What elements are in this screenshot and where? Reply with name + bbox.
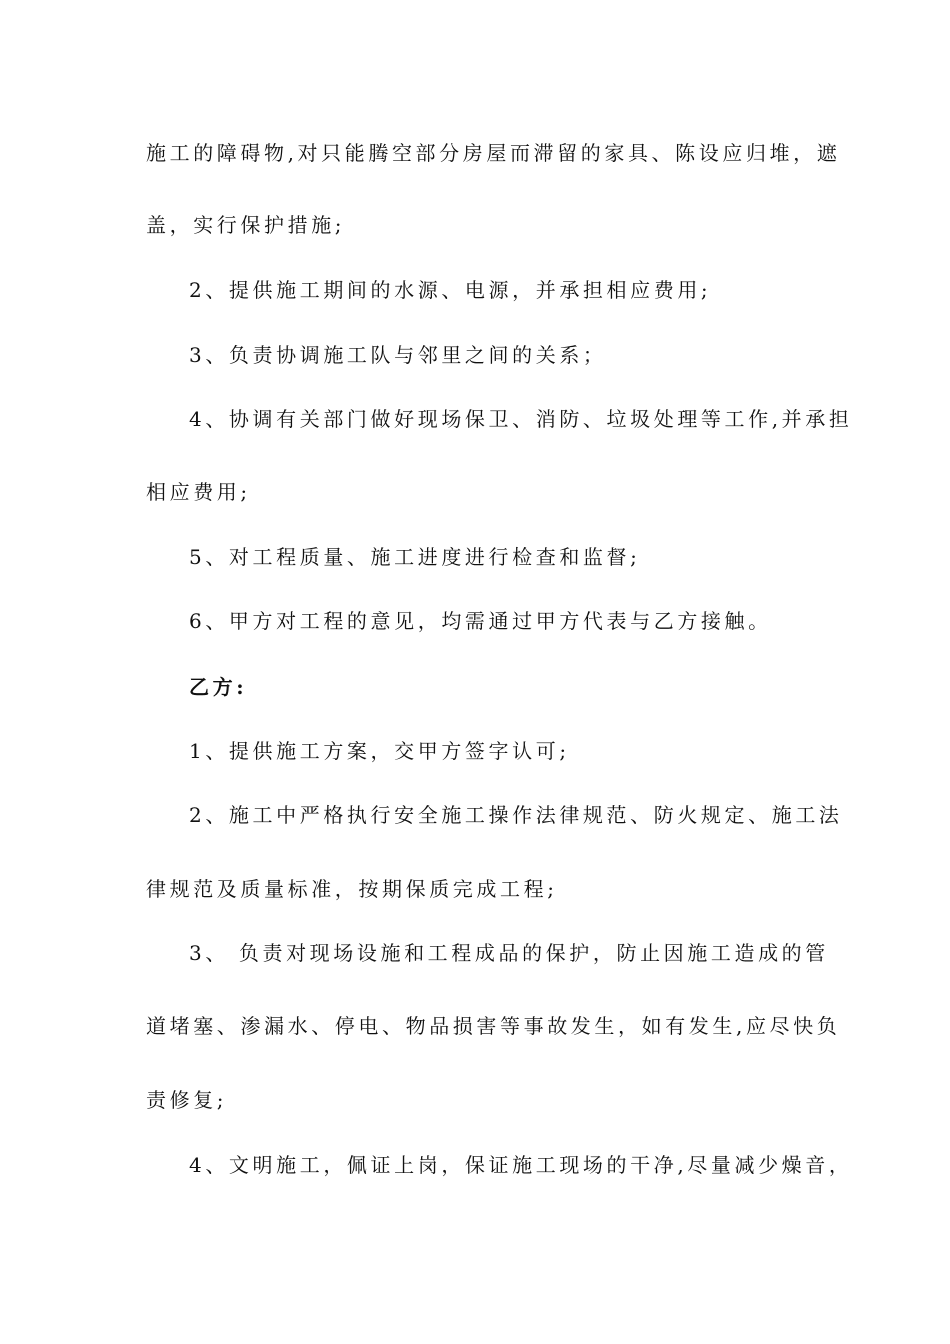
list-item-party-b-3: 3、 负责对现场设施和工程成品的保护，防止因施工造成的管 [189, 941, 829, 965]
section-heading-party-b: 乙方: [189, 675, 248, 699]
paragraph-line: 相应费用; [146, 480, 251, 504]
paragraph-line: 盖，实行保护措施; [146, 213, 346, 237]
list-item-party-b-2: 2、施工中严格执行安全施工操作法律规范、防火规定、施工法 [189, 803, 843, 827]
list-item-party-a-3: 3、负责协调施工队与邻里之间的关系； [189, 343, 607, 367]
paragraph-line: 道堵塞、渗漏水、停电、物品损害等事故发生，如有发生,应尽快负 [146, 1014, 841, 1038]
list-item-party-a-2: 2、提供施工期间的水源、电源，并承担相应费用; [189, 278, 712, 302]
list-item-party-a-4: 4、协调有关部门做好现场保卫、消防、垃圾处理等工作,并承担 [189, 407, 853, 431]
list-item-party-b-4: 4、文明施工，佩证上岗，保证施工现场的干净,尽量减少燥音， [189, 1153, 853, 1177]
paragraph-line: 施工的障碍物,对只能腾空部分房屋而滞留的家具、陈设应归堆，遮 [146, 141, 841, 165]
paragraph-line: 律规范及质量标准，按期保质完成工程; [146, 877, 558, 901]
paragraph-line: 责修复; [146, 1088, 228, 1112]
list-item-party-a-6: 6、甲方对工程的意见，均需通过甲方代表与乙方接触。 [189, 609, 772, 633]
list-item-party-b-1: 1、提供施工方案，交甲方签字认可; [189, 739, 570, 763]
list-item-party-a-5: 5、对工程质量、施工进度进行检查和监督; [189, 545, 641, 569]
